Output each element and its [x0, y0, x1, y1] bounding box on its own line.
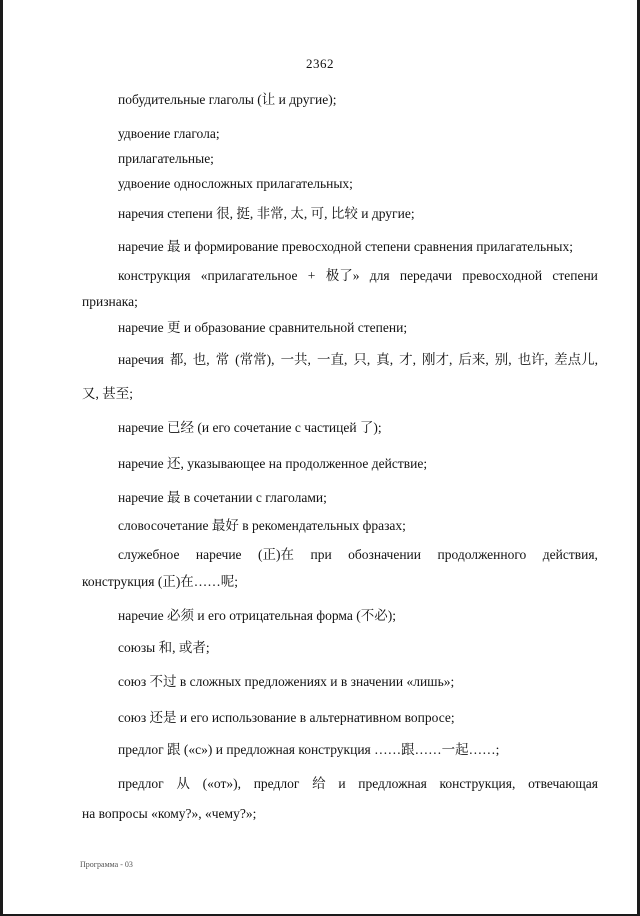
word: отвечающая — [528, 776, 598, 791]
word: служебное — [118, 547, 180, 562]
word: 刚才, — [422, 352, 453, 367]
text-line-17: союз 不过 в сложных предложениях и в значении «лишь»; — [118, 674, 455, 689]
text-line-20 — [118, 776, 598, 792]
text-line-10: наречие 已经 (и его сочетание с частицей 了); — [118, 420, 382, 435]
text-line-9b: 又, 甚至; — [82, 386, 134, 401]
text-line-2: удвоение глагола; — [118, 126, 220, 141]
word: для — [369, 268, 390, 283]
text-line-3: прилагательные; — [118, 151, 214, 166]
text-line-15: наречие 必须 и его отрицательная форма (不必); — [118, 608, 396, 623]
text-line-19: предлог 跟 («с») и предложная конструкция ……跟……一起……; — [118, 742, 500, 757]
page-number: 2362 — [306, 56, 334, 71]
word: (正)在 — [258, 547, 295, 562]
word: 一共, — [280, 352, 311, 367]
text-line-20b: на вопросы «кому?», «чему?»; — [82, 806, 257, 821]
text-line-18: союз 还是 и его использование в альтернативном вопросе; — [118, 710, 455, 725]
word: конструкция — [118, 268, 191, 283]
word: наречия — [118, 352, 164, 367]
word: 才, — [399, 352, 416, 367]
word: 差点儿, — [554, 352, 598, 367]
text-line-12: наречие 最 в сочетании с глаголами; — [118, 490, 327, 505]
text-line-13: словосочетание 最好 в рекомендательных фразах; — [118, 518, 406, 533]
footer-label: Программа - 03 — [80, 860, 133, 869]
word: «прилагательное — [200, 268, 298, 283]
word: 别, — [494, 352, 512, 367]
word: 从 — [176, 776, 190, 791]
word: 后来, — [458, 352, 489, 367]
text-line-5: наречия степени 很, 挺, 非常, 太, 可, 比较 и другие; — [118, 206, 415, 221]
word: 极了» — [325, 268, 360, 283]
text-line-9 — [118, 352, 598, 368]
text-line-16: союзы 和, 或者; — [118, 640, 210, 655]
word: при — [310, 547, 332, 562]
text-line-7 — [118, 268, 598, 284]
word: наречие — [195, 547, 242, 562]
word: передачи — [399, 268, 452, 283]
scan-border-left — [0, 0, 3, 916]
text-line-8: наречие 更 и образование сравнительной степени; — [118, 320, 408, 335]
word: конструкция, — [439, 776, 516, 791]
word: 常 — [215, 352, 230, 367]
text-line-14 — [118, 547, 598, 563]
word: степени — [552, 268, 598, 283]
word: («от»), — [202, 776, 241, 791]
word: 只, — [353, 352, 371, 367]
word: и — [338, 776, 346, 791]
text-line-7b: признака; — [82, 294, 138, 309]
word: предложная — [358, 776, 427, 791]
word: предлог — [253, 776, 300, 791]
word: 给 — [312, 776, 326, 791]
word: превосходной — [462, 268, 543, 283]
word: продолженного — [437, 547, 527, 562]
text-line-4: удвоение односложных прилагательных; — [118, 176, 353, 191]
word: 一直, — [316, 352, 348, 367]
word: 真, — [376, 352, 394, 367]
text-line-6: наречие 最 и формирование превосходной степени сравнения прилагательных; — [118, 239, 573, 254]
text-line-11: наречие 还, указывающее на продолженное действие; — [118, 456, 428, 471]
word: предлог — [118, 776, 164, 791]
word: (常常), — [235, 352, 275, 367]
word: 也许, — [517, 352, 549, 367]
word: действия, — [542, 547, 598, 562]
text-line-1: побудительные глаголы (让 и другие); — [118, 92, 337, 107]
word: 也, — [192, 352, 210, 367]
word: + — [307, 268, 316, 283]
text-line-14b: конструкция (正)在……呢; — [82, 574, 239, 589]
word: 都, — [169, 352, 187, 367]
word: обозначении — [348, 547, 422, 562]
